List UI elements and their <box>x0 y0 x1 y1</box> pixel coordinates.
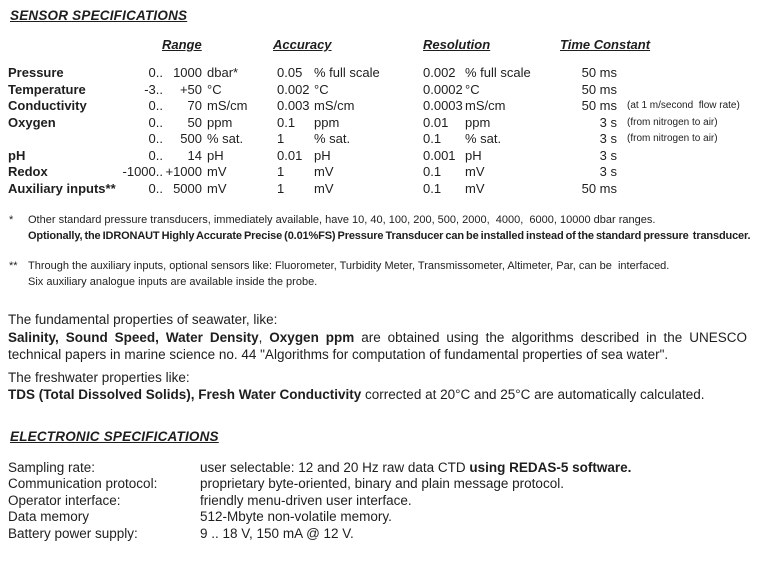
resolution-unit: % full scale <box>465 65 531 80</box>
footnote-line: Optionally, the IDRONAUT Highly Accurate Precise (0.01%FS) Pressure Transducer can be installed instead of the standard pressure transducer. <box>28 229 751 242</box>
footnote-text <box>28 213 757 244</box>
time-constant-value: 50 ms <box>581 98 617 113</box>
resolution-unit: mV <box>465 180 485 196</box>
accuracy-value: 1 <box>277 164 285 179</box>
accuracy-unit: % full scale <box>314 65 380 80</box>
spec-value <box>200 476 757 493</box>
resolution-value: 0.002 <box>423 65 456 80</box>
range-unit: mV <box>207 180 227 196</box>
range-high-value: 1000 <box>173 65 202 80</box>
electronic-section-title: ELECTRONIC SPECIFICATIONS <box>10 428 219 444</box>
sensor-name: Conductivity <box>8 98 87 113</box>
range-unit: mV <box>207 164 227 179</box>
spec-value <box>200 493 757 510</box>
table-row-redox <box>8 164 757 181</box>
spec-label: Operator interface: <box>8 492 121 508</box>
range-high-value: +1000 <box>165 164 202 179</box>
accuracy-unit: mV <box>314 180 334 196</box>
accuracy-value: 1 <box>277 131 285 146</box>
electronic-spec-list <box>8 460 757 543</box>
spec-value-text: 9 .. 18 V, 150 mA @ 12 V. <box>200 525 354 541</box>
range-unit: mS/cm <box>207 98 248 113</box>
spec-label: Battery power supply: <box>8 525 138 541</box>
spec-label: Communication protocol: <box>8 476 158 491</box>
footnote-line: Six auxiliary analogue inputs are available inside the probe. <box>28 275 318 288</box>
resolution-unit: ppm <box>465 114 491 130</box>
spec-label: Data memory <box>8 509 90 524</box>
spec-value <box>200 460 757 477</box>
resolution-unit: °C <box>465 81 480 97</box>
spec-value-text: friendly menu-driven user interface. <box>200 492 412 508</box>
resolution-value: 0.1 <box>423 180 442 196</box>
range-low-value: 0.. <box>148 65 163 80</box>
freshwater-body-text: corrected at 20°C and 25°C are automatically calculated. <box>361 387 705 402</box>
sensor-name <box>8 131 112 148</box>
spec-value-bold-text: using REDAS-5 software. <box>469 459 632 475</box>
accuracy-unit: mS/cm <box>314 98 355 113</box>
range-high-value: 50 <box>187 114 202 130</box>
column-header-range: Range <box>162 37 202 52</box>
resolution-unit: mV <box>465 164 485 179</box>
spec-row-communication-protocol <box>8 476 757 493</box>
row-note: (from nitrogen to air) <box>627 116 718 128</box>
footnote-marker: * <box>9 214 14 226</box>
row-note <box>617 65 757 82</box>
footnote-text <box>28 259 757 290</box>
spec-value <box>200 509 757 526</box>
time-constant-value: 3 s <box>599 114 617 130</box>
range-low-value: 0.. <box>148 98 163 113</box>
sensor-spec-table <box>8 65 757 197</box>
accuracy-unit: pH <box>314 147 331 163</box>
table-row-oxygen-saturation <box>8 131 757 148</box>
range-low-value: 0.. <box>148 114 163 130</box>
range-low-value: 0.. <box>148 180 163 196</box>
range-unit: ppm <box>207 114 233 130</box>
range-unit: °C <box>207 81 222 97</box>
footnote-line: Other standard pressure transducers, immediately available, have 10, 40, 100, 200, 500, 2000, 4000, 6000, 10000 dbar ranges. <box>28 214 656 226</box>
freshwater-bold-properties: TDS (Total Dissolved Solids), Fresh Water Conductivity <box>8 387 362 402</box>
column-header-resolution: Resolution <box>423 37 491 52</box>
table-row-auxiliary-inputs <box>8 181 757 198</box>
seawater-bold-properties: Salinity, Sound Speed, Water Density <box>8 329 259 345</box>
sensor-name: Pressure <box>8 65 64 80</box>
range-low-value: -3.. <box>144 81 163 97</box>
range-unit: dbar* <box>207 65 239 80</box>
resolution-unit: % sat. <box>465 131 502 146</box>
spec-label: Sampling rate: <box>8 459 96 475</box>
resolution-unit: pH <box>465 147 482 163</box>
time-constant-value: 50 ms <box>581 180 617 196</box>
spec-value-text: user selectable: 12 and 20 Hz raw data CTD <box>200 459 470 475</box>
accuracy-unit: % sat. <box>314 131 351 146</box>
range-high-value: 5000 <box>173 180 202 196</box>
accuracy-value: 1 <box>277 180 285 196</box>
row-note: (from nitrogen to air) <box>627 133 718 144</box>
range-low-value: 0.. <box>148 147 163 163</box>
time-constant-value: 50 ms <box>581 65 617 80</box>
seawater-intro-text: The fundamental properties of seawater, like: <box>8 312 278 327</box>
range-low-value: -1000.. <box>122 164 163 179</box>
resolution-value: 0.0003 <box>423 98 463 113</box>
resolution-value: 0.001 <box>423 147 456 163</box>
sensor-name: Auxiliary inputs** <box>8 180 116 196</box>
footnote-line: Through the auxiliary inputs, optional sensors like: Fluorometer, Turbidity Meter, Transmissometer, Altimeter, Par, can be interfaced. <box>28 260 670 272</box>
range-high-value: 70 <box>187 98 202 113</box>
freshwater-properties-paragraph <box>8 369 747 404</box>
accuracy-value: 0.05 <box>277 65 303 80</box>
sensor-name: Temperature <box>8 81 86 97</box>
resolution-value: 0.1 <box>423 131 442 146</box>
seawater-body-text: are obtained using the algorithms described in the UNESCO technical papers in marine science no. 44 "Algorithms for computation of fundamental properties of sea water". <box>8 329 747 362</box>
row-note <box>617 164 757 181</box>
time-constant-value: 3 s <box>599 131 617 146</box>
row-note <box>617 181 757 198</box>
time-constant-value: 3 s <box>599 147 617 163</box>
separator-text: , <box>258 329 270 345</box>
table-row-temperature <box>8 82 757 99</box>
range-high-value: +50 <box>179 81 202 97</box>
spec-value <box>200 526 757 543</box>
range-low-value: 0.. <box>148 131 163 146</box>
range-unit: % sat. <box>207 131 244 146</box>
range-high-value: 14 <box>187 147 202 163</box>
footnote-marker: ** <box>9 260 18 272</box>
column-header-accuracy: Accuracy <box>273 37 332 52</box>
accuracy-value: 0.003 <box>277 98 310 113</box>
spec-row-operator-interface <box>8 493 757 510</box>
resolution-value: 0.1 <box>423 164 442 179</box>
spec-row-battery-power-supply <box>8 526 757 543</box>
row-note <box>617 82 757 99</box>
sensor-name: Oxygen <box>8 114 56 130</box>
table-row-conductivity <box>8 98 757 115</box>
footnotes-block <box>9 213 757 290</box>
table-row-pressure <box>8 65 757 82</box>
sensor-name: pH <box>8 147 26 163</box>
range-high-value: 500 <box>180 131 202 146</box>
time-constant-value: 50 ms <box>581 81 617 97</box>
accuracy-value: 0.1 <box>277 114 296 130</box>
accuracy-value: 0.002 <box>277 81 310 97</box>
sensor-table-column-headers <box>0 37 757 53</box>
footnote-auxiliary-inputs <box>9 259 757 290</box>
row-note: (at 1 m/second flow rate) <box>627 100 740 111</box>
row-note <box>617 148 757 165</box>
spec-value-text: 512-Mbyte non-volatile memory. <box>200 509 392 524</box>
freshwater-intro-text: The freshwater properties like: <box>8 369 190 385</box>
resolution-unit: mS/cm <box>465 98 506 113</box>
accuracy-unit: mV <box>314 164 334 179</box>
accuracy-unit: ppm <box>314 114 340 130</box>
table-row-oxygen-ppm <box>8 115 757 132</box>
resolution-value: 0.0002 <box>423 81 463 97</box>
spec-value-text: proprietary byte-oriented, binary and plain message protocol. <box>200 476 564 491</box>
accuracy-unit: °C <box>314 81 329 97</box>
table-row-ph <box>8 148 757 165</box>
seawater-bold-oxygen: Oxygen ppm <box>269 329 355 345</box>
accuracy-value: 0.01 <box>277 147 303 163</box>
spec-row-data-memory <box>8 509 757 526</box>
time-constant-value: 3 s <box>599 164 617 179</box>
seawater-properties-paragraph <box>8 311 747 364</box>
column-header-time-constant: Time Constant <box>560 37 651 52</box>
footnote-pressure-transducer <box>9 213 757 244</box>
range-unit: pH <box>207 147 224 163</box>
sensor-section-title: SENSOR SPECIFICATIONS <box>10 8 188 23</box>
sensor-name: Redox <box>8 164 48 179</box>
spec-row-sampling-rate <box>8 460 757 477</box>
resolution-value: 0.01 <box>423 114 449 130</box>
